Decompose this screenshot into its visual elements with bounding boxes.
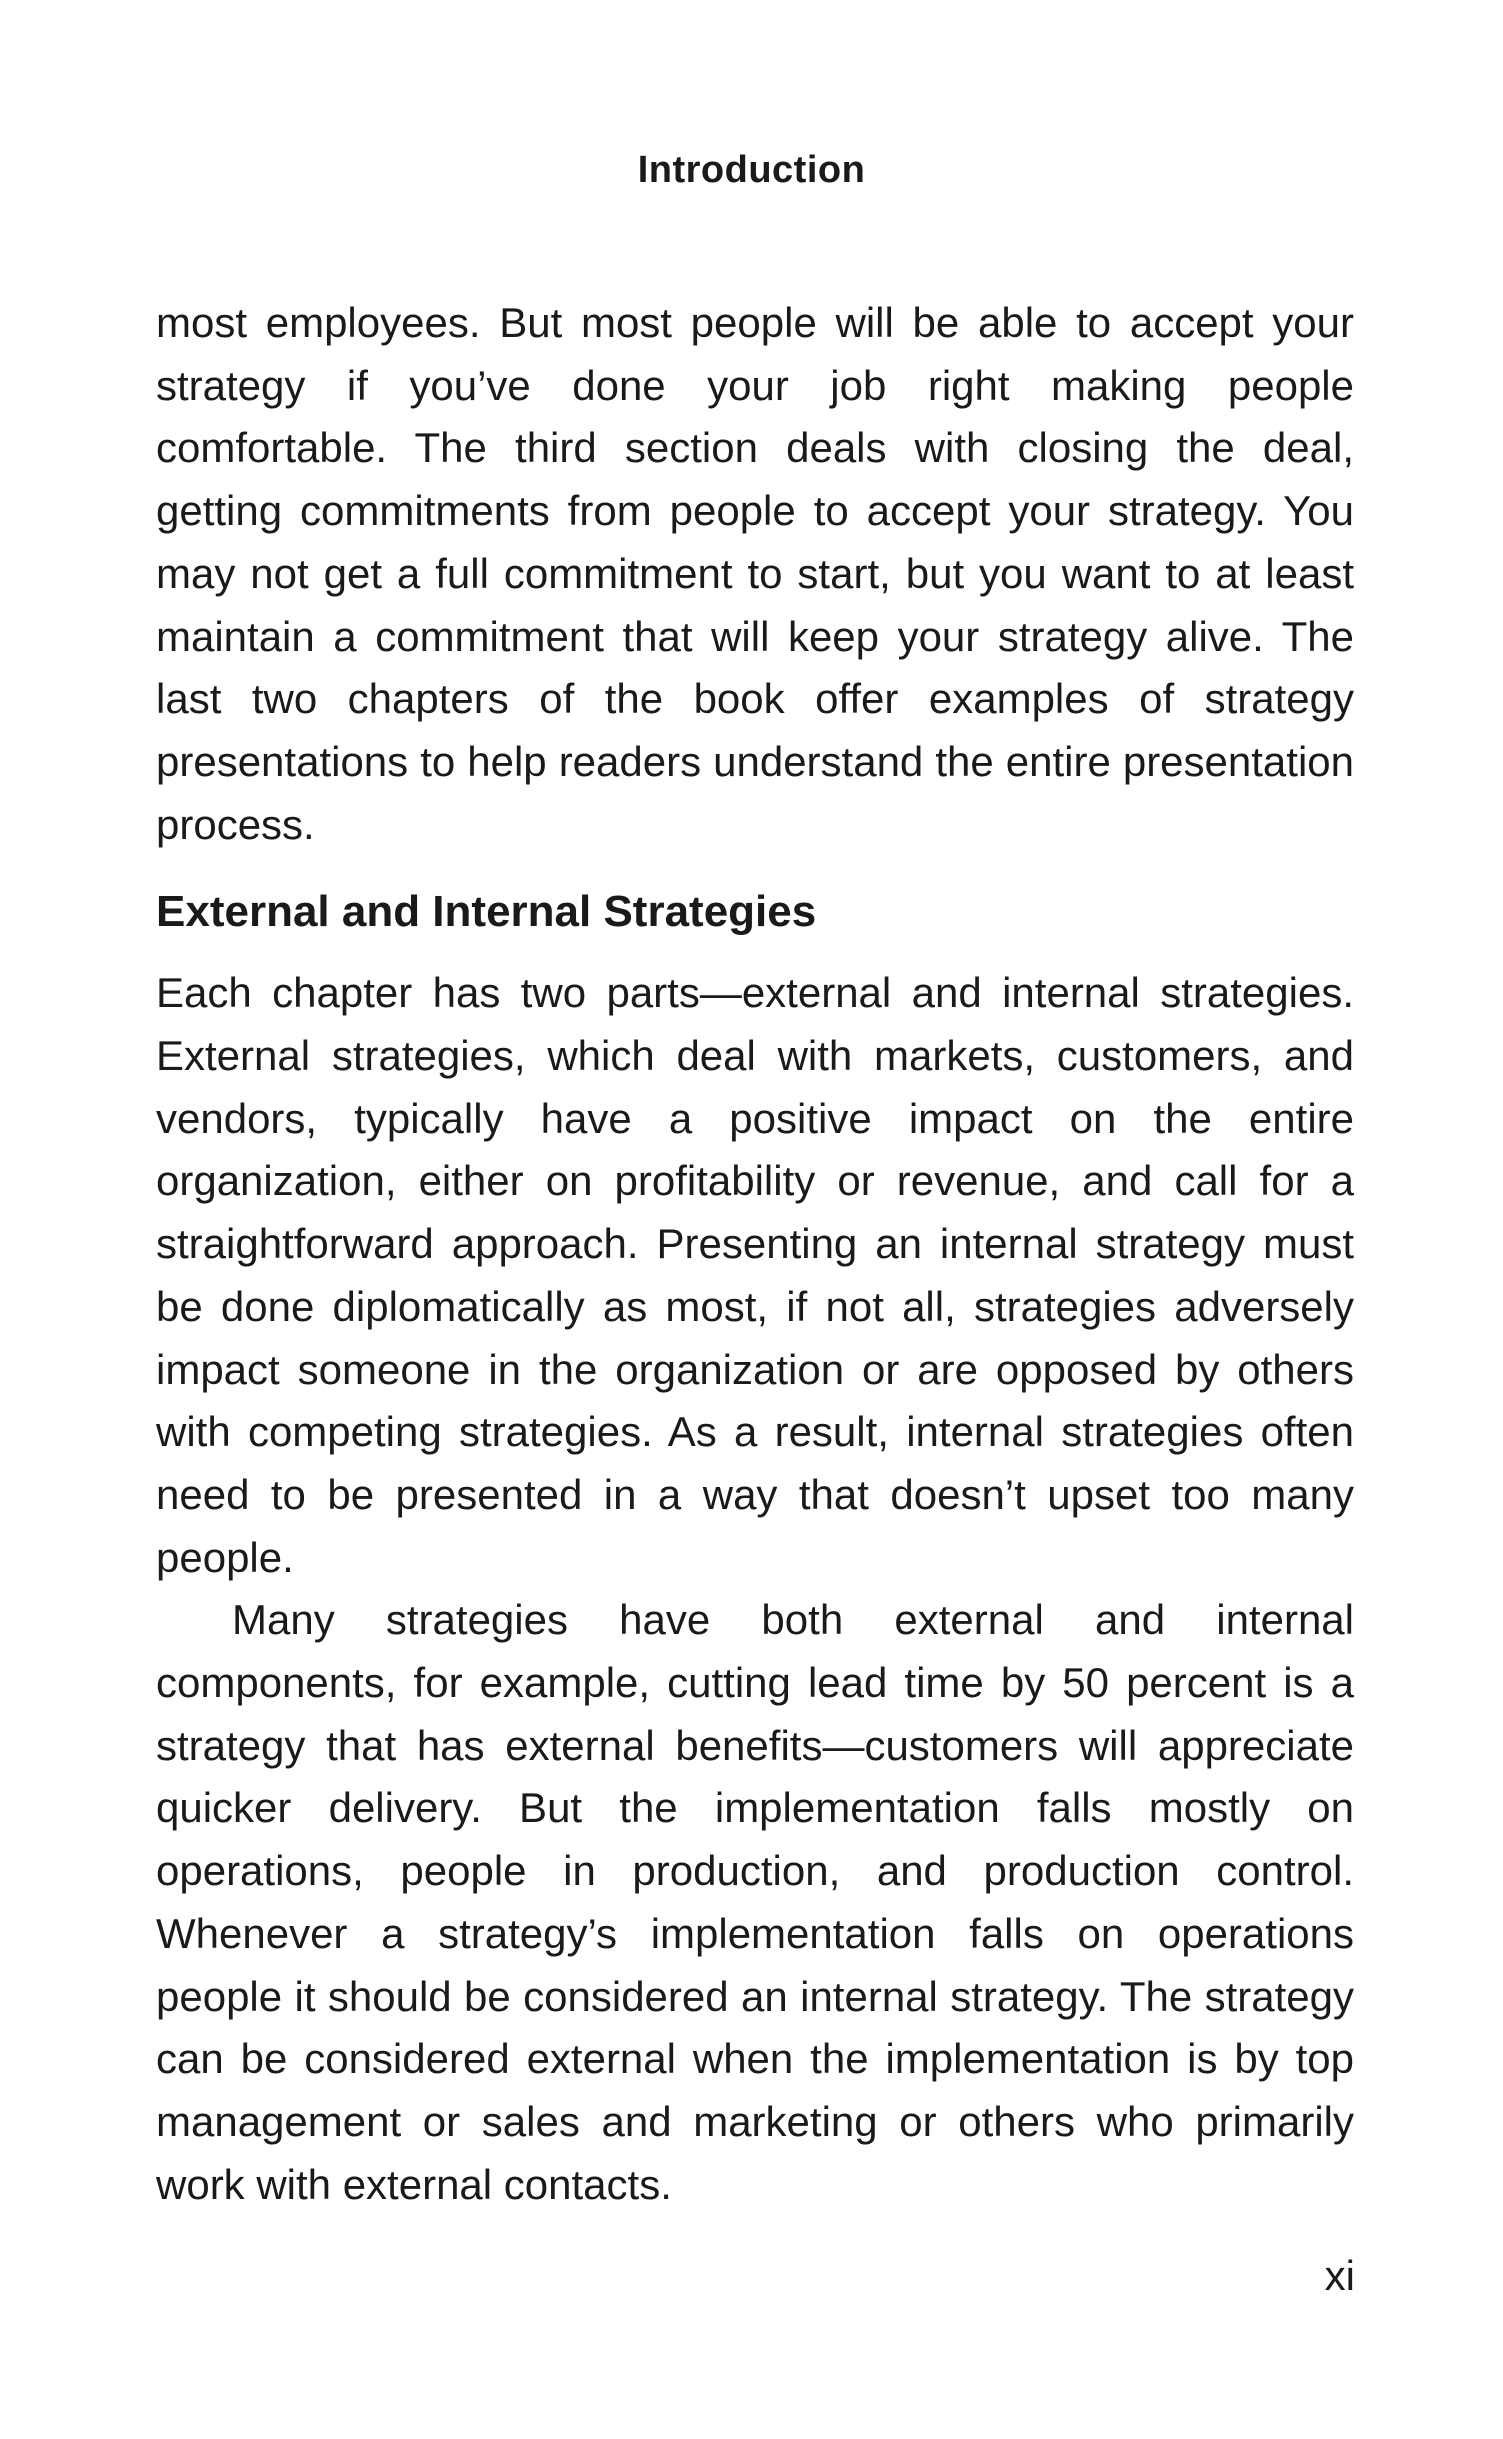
section-paragraph-2: Many strategies have both external and internal components, for example, cutting lead time by 50 percent is a strategy that has external benefits—customers will appreciate quicker delivery. But the implementation falls mostly on operations, people in production, and production control. Whenever a strategy’s implementation falls on operations people it should be considered an internal strategy. The strategy can be considered external when the implementation is by top management or sales and marketing or others who primarily work with external contacts. [156,1596,1354,2208]
section-heading: External and Internal Strategies [156,887,817,937]
section-paragraph-1: Each chapter has two parts—external and internal strategies. External strategies, which deal with markets, customers, and vendors, typically have a positive impact on the entire organization, either on profitability or revenue, and call for a straightforward approach. Presenting an internal strategy must be done diplomatically as most, if not all, strategies adversely impact someone in the organization or are opposed by others with competing strategies. As a result, internal strategies often need to be presented in a way that doesn’t upset too many people. [156,969,1354,1581]
page-number: xi [1324,2252,1355,2299]
running-head: Introduction [637,149,866,191]
continued-paragraph: most employees. But most people will be able to accept your strategy if you’ve done your job right making people comfortable. The third section deals with closing the deal, getting commitments from people to accept your strategy. You may not get a full commitment to start, but you want to at least maintain a commitment that will keep your strategy alive. The last two chapters of the book offer examples of strategy presentations to help readers understand the entire presentation process. [156,299,1354,848]
body-text [156,292,1354,2216]
